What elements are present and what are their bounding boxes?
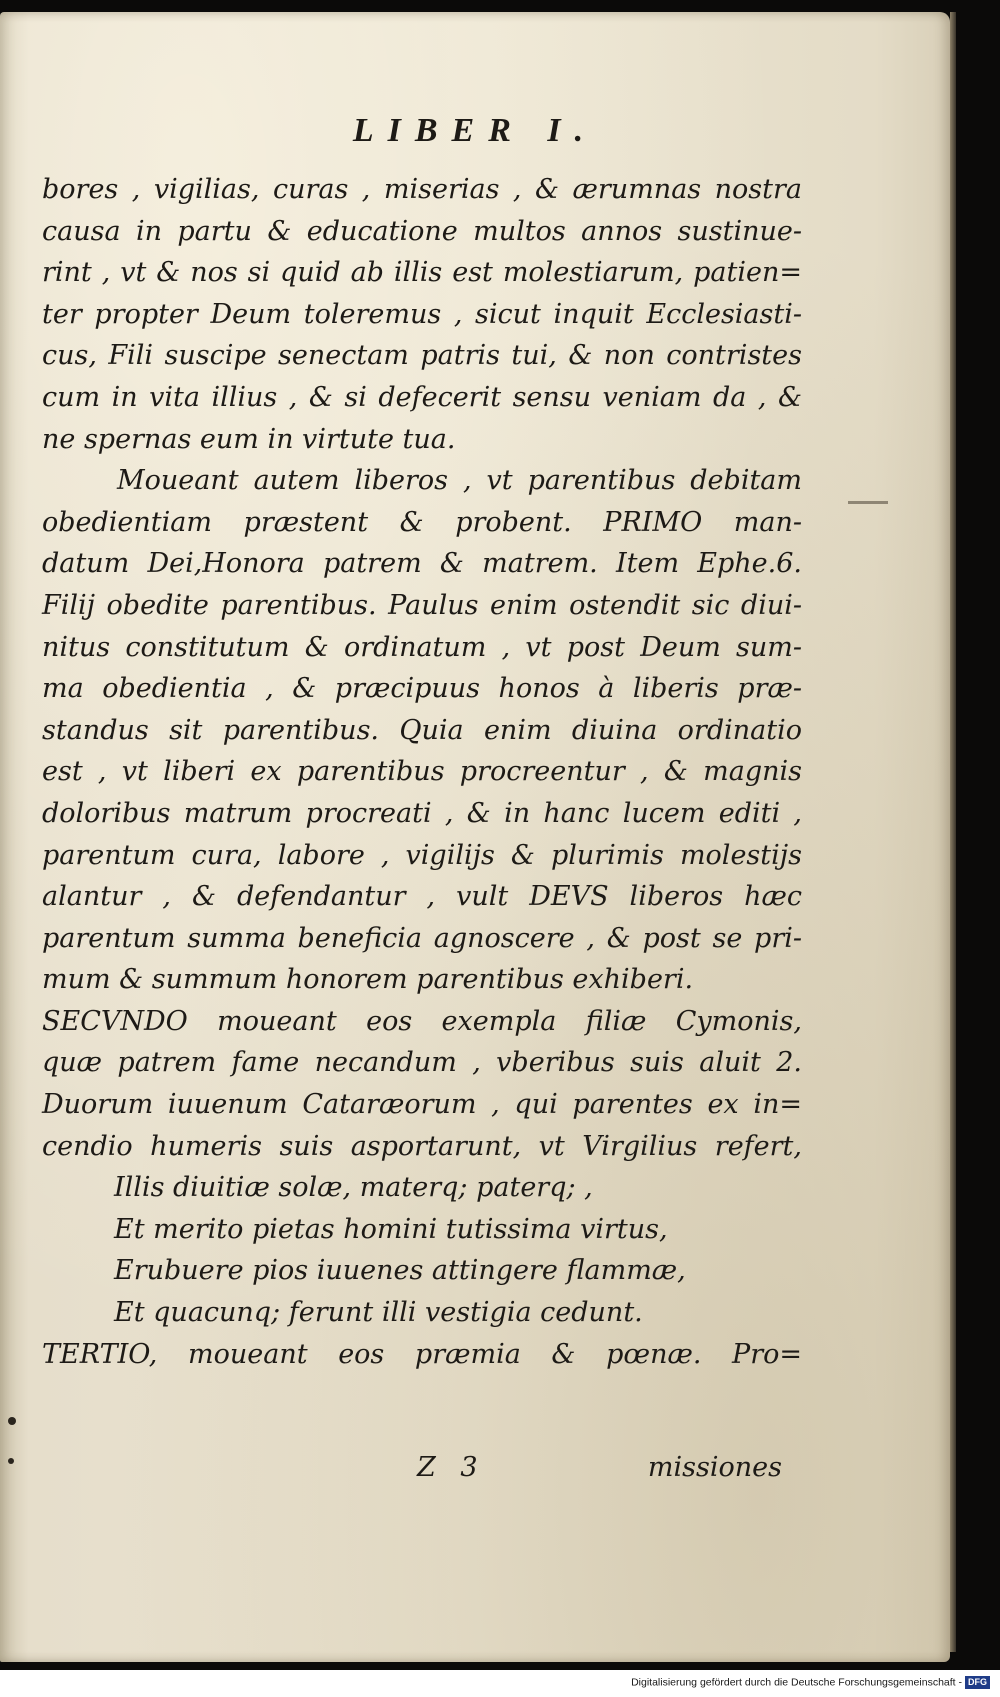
text-line: parentum summa beneficia agnoscere , & post se pri- <box>42 922 802 954</box>
margin-mark <box>848 501 888 504</box>
verse-line: Illis diuitiæ solæ, materq; paterq; , <box>114 1172 593 1204</box>
text-line: cendio humeris suis asportarunt, vt Virgilius refert, <box>42 1130 802 1162</box>
text-line: Moueant autem liberos , vt parentibus debitam <box>117 465 802 497</box>
text-line: rint , vt & nos si quid ab illis est molestiarum, patien= <box>42 257 802 289</box>
text-line: est , vt liberi ex parentibus procreentur , & magnis <box>42 756 802 788</box>
text-line: cus, Fili suscipe senectam patris tui, & non contristes <box>42 340 802 372</box>
text-line: standus sit parentibus. Quia enim diuina ordinatio <box>42 714 802 746</box>
text-line: mum & summum honorem parentibus exhiberi. <box>42 964 694 996</box>
text-line: cum in vita illius , & si defecerit sensu veniam da , & <box>42 381 802 413</box>
ink-spot <box>8 1458 14 1464</box>
text-line: doloribus matrum procreati , & in hanc lucem editi , <box>42 797 802 829</box>
text-line: alantur , & defendantur , vult DEVS liberos hæc <box>42 881 802 913</box>
text-line: parentum cura, labore , vigilijs & plurimis molestijs <box>42 839 802 871</box>
text-line: ter propter Deum toleremus , sicut inquit Ecclesiasti- <box>42 298 802 330</box>
page-footer <box>42 1452 782 1502</box>
verse-line: Et merito pietas homini tutissima virtus, <box>114 1213 668 1245</box>
text-line: nitus constitutum & ordinatum , vt post Deum sum- <box>42 631 802 663</box>
body-text <box>42 169 802 1375</box>
catchword: missiones <box>647 1452 782 1483</box>
dfg-logo: DFG <box>965 1676 990 1689</box>
text-line: causa in partu & educatione multos annos sustinue- <box>42 215 802 247</box>
text-line: Duorum iuuenum Cataræorum , qui parentes ex in= <box>42 1089 802 1121</box>
signature-mark: Z 3 <box>417 1452 486 1483</box>
credit-text: Digitalisierung gefördert durch die Deutsche Forschungsgemeinschaft - <box>631 1676 962 1689</box>
text-line: datum Dei,Honora patrem & matrem. Item Ephe.6. <box>42 548 802 580</box>
verse-line: Erubuere pios iuuenes attingere flammæ, <box>114 1255 686 1287</box>
text-line: bores , vigilias, curas , miserias , & ærumnas nostra <box>42 174 802 205</box>
ink-spot <box>8 1417 16 1425</box>
text-line: ma obedientia , & præcipuus honos à liberis præ- <box>42 673 802 705</box>
text-line: SECVNDO moueant eos exempla filiæ Cymonis, <box>42 1005 802 1037</box>
text-line: TERTIO, moueant eos præmia & pœnæ. Pro= <box>42 1338 802 1370</box>
verse-line: Et quacunq; ferunt illi vestigia cedunt. <box>114 1297 643 1329</box>
digitization-credit <box>0 1676 990 1696</box>
page-edge <box>950 12 956 1652</box>
text-line: quæ patrem fame necandum , vberibus suis aluit 2. <box>42 1047 802 1079</box>
running-head: LIBER I. <box>352 112 598 149</box>
book-page <box>0 12 950 1662</box>
text-line: obedientiam præstent & probent. PRIMO man- <box>42 506 802 538</box>
text-line: ne spernas eum in virtute tua. <box>42 423 456 455</box>
text-line: Filij obedite parentibus. Paulus enim ostendit sic diui- <box>42 589 802 621</box>
